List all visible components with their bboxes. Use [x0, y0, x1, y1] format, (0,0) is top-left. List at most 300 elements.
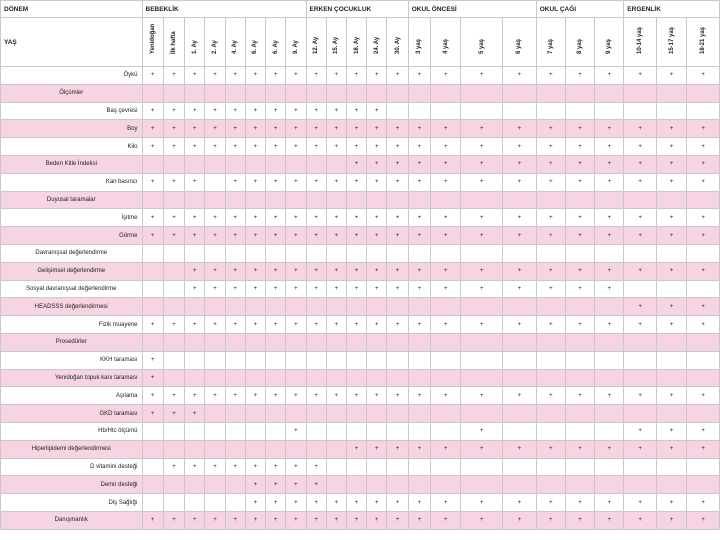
table-cell: + [163, 227, 184, 245]
table-cell [185, 244, 205, 262]
table-cell: + [387, 227, 408, 245]
table-cell [461, 244, 503, 262]
table-cell [536, 333, 565, 351]
table-cell: + [656, 209, 686, 227]
table-cell [624, 244, 657, 262]
table-cell: + [306, 262, 326, 280]
table-cell [326, 191, 346, 209]
table-cell: + [326, 387, 346, 405]
table-cell [306, 405, 326, 423]
table-cell: + [185, 227, 205, 245]
table-cell: + [656, 138, 686, 156]
row-label: Yenidoğan topuk kanı taraması [1, 369, 143, 387]
table-cell [431, 405, 461, 423]
table-cell: + [326, 511, 346, 529]
table-cell: + [431, 280, 461, 298]
table-cell [387, 84, 408, 102]
table-cell: + [431, 440, 461, 458]
age-header [387, 18, 408, 67]
table-cell: + [185, 120, 205, 138]
table-cell [265, 333, 285, 351]
table-cell [656, 458, 686, 476]
table-cell: + [367, 67, 387, 85]
table-cell: + [431, 67, 461, 85]
table-cell: + [346, 262, 366, 280]
table-cell: + [306, 280, 326, 298]
table-cell [245, 351, 265, 369]
table-cell: + [503, 511, 537, 529]
table-cell [367, 351, 387, 369]
table-cell [306, 298, 326, 316]
table-cell [346, 351, 366, 369]
table-cell: + [387, 387, 408, 405]
table-cell: + [225, 120, 245, 138]
table-cell [656, 280, 686, 298]
table-cell [387, 244, 408, 262]
table-cell: + [326, 120, 346, 138]
table-cell: + [656, 67, 686, 85]
table-cell [346, 191, 366, 209]
table-cell: + [687, 422, 720, 440]
table-cell [225, 405, 245, 423]
table-cell [225, 84, 245, 102]
table-cell: + [536, 387, 565, 405]
age-header-row [1, 18, 720, 67]
table-cell: + [326, 494, 346, 512]
table-cell: + [245, 209, 265, 227]
table-cell: + [624, 262, 657, 280]
table-cell [565, 458, 594, 476]
table-cell [387, 476, 408, 494]
table-cell: + [503, 138, 537, 156]
table-cell [503, 333, 537, 351]
table-cell [286, 244, 306, 262]
table-cell: + [306, 511, 326, 529]
table-cell: + [367, 120, 387, 138]
table-cell: + [503, 316, 537, 334]
table-cell [306, 155, 326, 173]
table-cell: + [565, 120, 594, 138]
table-cell [142, 84, 163, 102]
table-cell: + [205, 458, 225, 476]
period-header: BEBEKLİK [142, 1, 306, 18]
table-cell: + [461, 227, 503, 245]
age-label: 4. Ay [232, 40, 239, 54]
table-cell: + [624, 494, 657, 512]
table-cell: + [408, 138, 430, 156]
table-cell [461, 351, 503, 369]
table-cell: + [286, 280, 306, 298]
age-label: 1. Ay [191, 40, 198, 54]
table-cell [163, 494, 184, 512]
table-cell [408, 333, 430, 351]
table-cell [142, 333, 163, 351]
table-cell: + [687, 138, 720, 156]
table-cell [367, 476, 387, 494]
table-cell: + [306, 458, 326, 476]
table-row [1, 511, 720, 529]
table-cell: + [286, 476, 306, 494]
table-cell: + [431, 120, 461, 138]
age-header [687, 18, 720, 67]
table-cell: + [687, 155, 720, 173]
table-cell [306, 333, 326, 351]
table-cell [225, 333, 245, 351]
table-cell: + [142, 67, 163, 85]
table-cell [387, 191, 408, 209]
table-cell [687, 244, 720, 262]
table-cell: + [205, 138, 225, 156]
table-cell [656, 102, 686, 120]
table-cell: + [461, 155, 503, 173]
age-label: 9 yaş [606, 38, 613, 54]
row-label: Prosedürler [1, 333, 143, 351]
table-cell: + [565, 262, 594, 280]
table-cell: + [205, 262, 225, 280]
table-cell: + [265, 387, 285, 405]
table-cell [346, 84, 366, 102]
table-cell: + [595, 511, 624, 529]
table-cell [163, 262, 184, 280]
yas-label: YAŞ [1, 18, 143, 67]
table-cell: + [185, 511, 205, 529]
table-cell: + [565, 67, 594, 85]
table-cell: + [656, 316, 686, 334]
table-cell [595, 405, 624, 423]
table-cell: + [245, 173, 265, 191]
table-cell: + [431, 511, 461, 529]
table-row [1, 298, 720, 316]
table-cell: + [346, 280, 366, 298]
table-cell [306, 191, 326, 209]
table-cell: + [408, 316, 430, 334]
table-cell [565, 84, 594, 102]
table-cell: + [687, 494, 720, 512]
table-cell: + [624, 120, 657, 138]
table-cell: + [431, 227, 461, 245]
table-cell: + [346, 316, 366, 334]
table-cell [624, 84, 657, 102]
table-cell: + [245, 316, 265, 334]
table-cell: + [367, 280, 387, 298]
table-cell: + [225, 209, 245, 227]
table-cell [265, 440, 285, 458]
table-cell [265, 191, 285, 209]
table-cell [408, 191, 430, 209]
table-cell [656, 333, 686, 351]
table-cell [431, 333, 461, 351]
table-cell: + [346, 155, 366, 173]
table-cell [205, 191, 225, 209]
table-cell: + [565, 387, 594, 405]
table-cell: + [408, 227, 430, 245]
table-cell: + [326, 209, 346, 227]
table-row [1, 209, 720, 227]
table-cell: + [408, 155, 430, 173]
table-cell: + [185, 209, 205, 227]
table-cell [142, 422, 163, 440]
table-cell: + [624, 67, 657, 85]
period-header: OKUL ÇAĞI [536, 1, 624, 18]
table-cell [326, 458, 346, 476]
table-cell: + [286, 422, 306, 440]
row-label: GKD taraması [1, 405, 143, 423]
table-cell [431, 369, 461, 387]
table-cell: + [536, 280, 565, 298]
table-cell: + [387, 120, 408, 138]
period-header: ERGENLİK [624, 1, 720, 18]
table-row [1, 333, 720, 351]
table-cell: + [265, 280, 285, 298]
table-cell: + [163, 102, 184, 120]
table-cell: + [163, 173, 184, 191]
table-cell [536, 476, 565, 494]
table-cell: + [245, 120, 265, 138]
table-cell [163, 244, 184, 262]
table-cell: + [503, 494, 537, 512]
table-cell [387, 102, 408, 120]
table-cell: + [595, 155, 624, 173]
table-cell: + [163, 316, 184, 334]
table-cell: + [461, 262, 503, 280]
table-cell: + [656, 422, 686, 440]
table-cell [431, 476, 461, 494]
table-cell: + [205, 387, 225, 405]
table-cell [503, 422, 537, 440]
table-cell [461, 476, 503, 494]
table-cell: + [265, 173, 285, 191]
table-cell: + [245, 511, 265, 529]
table-cell: + [346, 494, 366, 512]
table-cell: + [163, 405, 184, 423]
table-row [1, 102, 720, 120]
table-cell [431, 191, 461, 209]
table-cell: + [687, 316, 720, 334]
table-cell [536, 244, 565, 262]
table-cell [461, 102, 503, 120]
table-cell [142, 298, 163, 316]
table-cell: + [536, 494, 565, 512]
table-cell [326, 244, 346, 262]
table-cell: + [346, 440, 366, 458]
table-cell: + [306, 316, 326, 334]
table-cell: + [595, 387, 624, 405]
table-cell: + [624, 316, 657, 334]
table-cell [503, 351, 537, 369]
table-cell [503, 102, 537, 120]
table-cell [431, 102, 461, 120]
age-header [595, 18, 624, 67]
table-cell [367, 298, 387, 316]
table-cell: + [286, 316, 306, 334]
table-cell [408, 102, 430, 120]
table-cell [245, 298, 265, 316]
table-cell: + [326, 138, 346, 156]
table-cell [225, 422, 245, 440]
table-cell [163, 84, 184, 102]
table-cell: + [185, 138, 205, 156]
table-cell [286, 351, 306, 369]
age-header [461, 18, 503, 67]
table-cell [225, 191, 245, 209]
table-cell: + [205, 67, 225, 85]
table-cell [536, 351, 565, 369]
table-cell: + [408, 511, 430, 529]
table-cell: + [185, 316, 205, 334]
table-cell: + [624, 422, 657, 440]
table-cell: + [431, 316, 461, 334]
age-label: 15-17 yaş [668, 26, 675, 54]
table-cell: + [461, 316, 503, 334]
table-cell: + [163, 138, 184, 156]
table-cell [595, 351, 624, 369]
table-cell: + [565, 316, 594, 334]
age-header [326, 18, 346, 67]
table-cell: + [185, 280, 205, 298]
age-label: 6 yaş [516, 38, 523, 54]
table-cell [387, 422, 408, 440]
table-cell [656, 369, 686, 387]
table-cell [687, 102, 720, 120]
table-cell: + [408, 67, 430, 85]
table-cell: + [163, 120, 184, 138]
table-cell [367, 191, 387, 209]
age-header [245, 18, 265, 67]
table-cell [408, 351, 430, 369]
table-cell: + [656, 298, 686, 316]
table-cell [624, 351, 657, 369]
table-cell: + [565, 280, 594, 298]
table-cell: + [265, 209, 285, 227]
table-cell [306, 369, 326, 387]
table-cell: + [503, 120, 537, 138]
table-cell: + [536, 227, 565, 245]
table-cell [536, 191, 565, 209]
table-cell [595, 102, 624, 120]
table-cell: + [536, 173, 565, 191]
table-cell: + [387, 173, 408, 191]
table-cell: + [245, 102, 265, 120]
table-cell [387, 298, 408, 316]
table-cell [687, 333, 720, 351]
table-row [1, 458, 720, 476]
table-cell: + [595, 262, 624, 280]
table-cell [367, 369, 387, 387]
table-cell [431, 422, 461, 440]
table-cell [265, 244, 285, 262]
row-label: Kan basıncı [1, 173, 143, 191]
table-cell [163, 155, 184, 173]
table-cell [205, 84, 225, 102]
table-cell [265, 84, 285, 102]
table-cell [326, 84, 346, 102]
table-cell: + [503, 155, 537, 173]
table-cell [163, 333, 184, 351]
table-cell: + [163, 458, 184, 476]
table-cell [205, 155, 225, 173]
table-cell: + [656, 511, 686, 529]
table-cell: + [225, 316, 245, 334]
table-cell [205, 494, 225, 512]
table-cell: + [624, 209, 657, 227]
table-cell: + [565, 511, 594, 529]
table-cell: + [265, 476, 285, 494]
table-cell [205, 173, 225, 191]
table-cell: + [286, 138, 306, 156]
age-header [185, 18, 205, 67]
table-cell: + [185, 102, 205, 120]
table-cell [687, 369, 720, 387]
table-cell: + [595, 316, 624, 334]
row-label: HEADSSS değerlendirmesi [1, 298, 143, 316]
table-cell: + [536, 138, 565, 156]
table-cell: + [687, 67, 720, 85]
table-cell: + [536, 440, 565, 458]
row-label: Görme [1, 227, 143, 245]
table-cell: + [656, 120, 686, 138]
table-cell [431, 244, 461, 262]
age-label: Yenidoğan [149, 23, 156, 54]
table-cell: + [326, 316, 346, 334]
table-cell: + [408, 209, 430, 227]
table-cell: + [595, 227, 624, 245]
table-cell [408, 369, 430, 387]
table-cell [346, 244, 366, 262]
table-cell: + [245, 494, 265, 512]
table-cell: + [225, 138, 245, 156]
table-cell: + [536, 67, 565, 85]
table-cell [265, 351, 285, 369]
table-cell [408, 458, 430, 476]
table-cell: + [408, 494, 430, 512]
table-cell: + [387, 262, 408, 280]
table-cell [624, 476, 657, 494]
table-cell: + [306, 387, 326, 405]
table-cell [286, 155, 306, 173]
table-cell: + [565, 494, 594, 512]
table-cell [387, 405, 408, 423]
table-cell: + [286, 227, 306, 245]
table-cell: + [225, 511, 245, 529]
age-label: 5 yaş [478, 38, 485, 54]
table-cell: + [286, 173, 306, 191]
table-row [1, 173, 720, 191]
table-row [1, 351, 720, 369]
table-cell [367, 422, 387, 440]
age-header [142, 18, 163, 67]
table-cell [565, 422, 594, 440]
table-cell: + [265, 67, 285, 85]
table-cell: + [142, 138, 163, 156]
table-cell: + [687, 298, 720, 316]
row-label: Davranışsal değerlendirme [1, 244, 143, 262]
table-cell: + [461, 120, 503, 138]
row-label: Öykü [1, 67, 143, 85]
table-cell [408, 244, 430, 262]
table-cell [245, 405, 265, 423]
table-cell: + [408, 440, 430, 458]
table-cell: + [265, 316, 285, 334]
table-cell: + [687, 511, 720, 529]
table-cell: + [265, 511, 285, 529]
table-cell [265, 155, 285, 173]
table-cell: + [225, 227, 245, 245]
table-cell: + [286, 494, 306, 512]
table-cell [387, 351, 408, 369]
table-row [1, 84, 720, 102]
table-cell [163, 351, 184, 369]
table-cell [205, 422, 225, 440]
